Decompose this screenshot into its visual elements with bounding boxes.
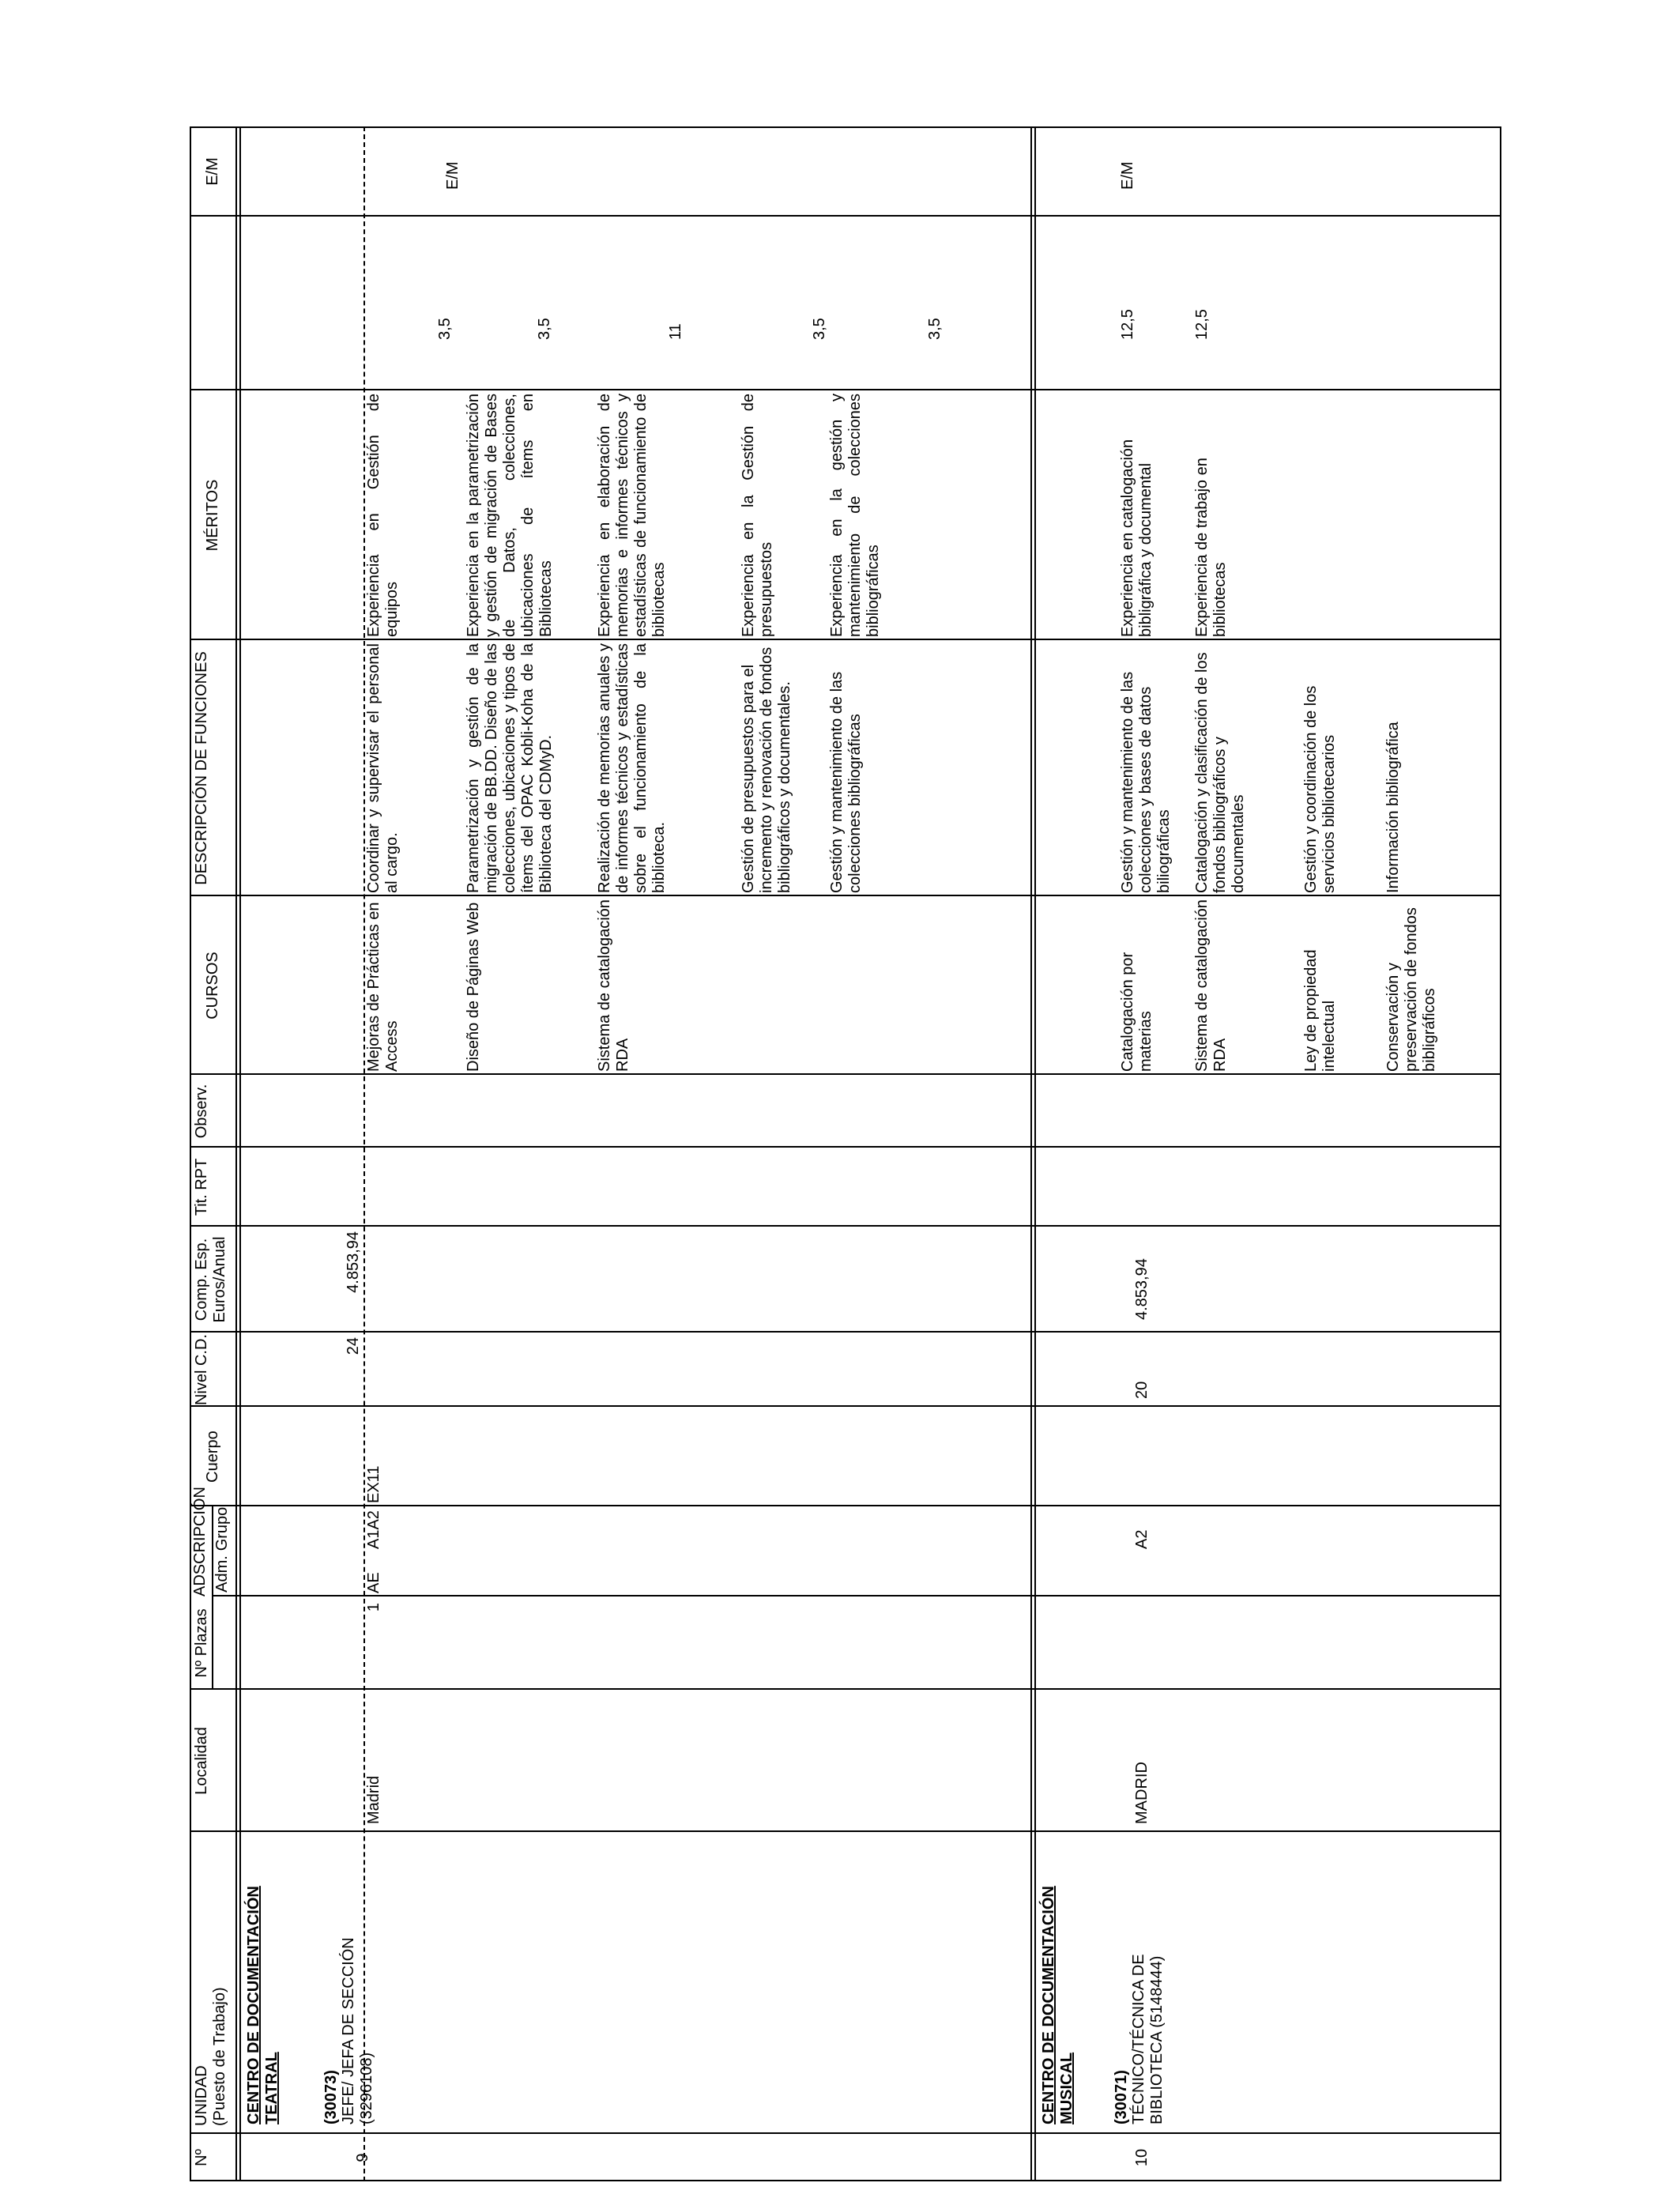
row9-cuerpo: EX11 (365, 1465, 382, 1503)
row10-funcion-3: Gestión y coordinación de los servicios bibliotecarios (1302, 685, 1338, 893)
row9-merito-3: Experiencia en elaboración de memorias e informes técnicos y estadísticas de funcionamiento de bibliotecas (596, 394, 668, 637)
row10-numero: 10 (1133, 2148, 1151, 2167)
row9-grupo: A1A2 (365, 1510, 382, 1549)
row9-numero: 9 (354, 2153, 371, 2162)
header-descripcion: DESCRIPCIÓN DE FUNCIONES (193, 651, 210, 885)
row10-merito-2: Experiencia de trabajo en bibliotecas (1193, 458, 1229, 637)
row9-merito-4: Experiencia en la Gestión de presupuestos (740, 394, 775, 637)
header-comp-esp: Comp. Esp. Euros/Anual (193, 1236, 228, 1323)
row9-puntos-5: 3,5 (926, 318, 944, 340)
row10-puntos-2: 12,5 (1193, 309, 1211, 340)
row9-puesto: JEFE/ JEFA DE SECCIÓN (3296108) (340, 1937, 375, 2124)
col-sep (190, 1688, 1501, 1690)
col-sep (190, 1830, 1501, 1832)
row9-funcion-4: Gestión de presupuestos para el incremento y renovación de fondos bibliográficos y documentales. (740, 647, 793, 893)
row10-code: (30071) (1113, 2070, 1130, 2124)
row9-comp: 4.853,94 (345, 1231, 362, 1293)
row10-unit-title: CENTRO DE DOCUMENTACIÓN MUSICAL (1040, 1886, 1075, 2124)
header-em: E/M (204, 157, 221, 186)
header-cuerpo: Cuerpo (204, 1431, 221, 1483)
row9-plazas: 1 (365, 1603, 382, 1612)
header-plazas: Nº Plazas (193, 1608, 210, 1678)
col-sep (190, 389, 1501, 390)
row10-curso-1: Catalogación por materias (1119, 952, 1155, 1072)
rotated-table (190, 126, 1501, 2181)
row10-em: E/M (1119, 161, 1136, 190)
col-sep (190, 2132, 1501, 2134)
header-adscripcion: ADSCRIPCIÓN (191, 1487, 209, 1596)
header-localidad: Localidad (193, 1727, 210, 1795)
row9-funcion-3: Realización de memorias anuales y de informes técnicos y estadísticas sobre el funcionamiento de la biblioteca. (596, 643, 668, 893)
header-nivel: Nivel C.D. (193, 1334, 210, 1406)
row9-puntos-2: 3,5 (536, 318, 553, 340)
row9-funcion-2: Parametrización y gestión de la migración de BB.DD. Diseño de las colecciones, ubicaciones y tipos de ítems del OPAC Kobli-Koha de la Biblioteca del CDMyD. (465, 643, 555, 893)
row10-curso-4: Conservación y preservación de fondos bibligráficos (1384, 907, 1438, 1072)
header-divider (235, 126, 237, 2181)
col-sep (190, 1405, 1501, 1407)
row10-funcion-4: Información bibliográfica (1384, 722, 1402, 893)
header-adm: Adm. (213, 1555, 231, 1593)
row9-em: E/M (444, 161, 461, 190)
col-sep (212, 1595, 1501, 1596)
header-meritos: MÉRITOS (204, 479, 221, 552)
row-divider (1030, 126, 1032, 2181)
row9-funcion-5: Gestión y mantenimiento de las colecciones bibliográficas (828, 671, 864, 893)
col-sep (190, 1225, 1501, 1227)
row9-puntos-4: 3,5 (811, 318, 828, 340)
row9-curso-2: Diseño de Páginas Web (465, 902, 482, 1072)
row10-merito-1: Experiencia en catalogación bibligráfica y documental (1119, 439, 1155, 637)
row10-funcion-1: Gestión y mantenimiento de las colecciones y bases de datos biliográficas (1119, 671, 1173, 893)
row9-funcion-1: Coordinar y supervisar el personal al cargo. (365, 643, 401, 893)
col-sep (190, 639, 1501, 640)
row9-puntos-1: 3,5 (436, 318, 454, 340)
header-divider-double (239, 126, 241, 2181)
row9-puntos-3: 11 (667, 323, 684, 340)
header-cursos: CURSOS (204, 952, 221, 1020)
row10-comp: 4.853,94 (1133, 1258, 1151, 1320)
row10-curso-3: Ley de propiedad intelectual (1302, 949, 1338, 1072)
col-sep (190, 895, 1501, 896)
row10-nivel: 20 (1133, 1381, 1151, 1399)
row9-localidad: Madrid (365, 1775, 382, 1824)
row10-funcion-2: Catalogación y clasificación de los fondos bibliográficos y documentales (1193, 652, 1247, 893)
col-sep (190, 215, 1501, 217)
row9-merito-1: Experiencia en Gestión de equipos (365, 394, 401, 637)
header-grupo: Grupo (213, 1506, 231, 1551)
col-sep (190, 1505, 1501, 1506)
row10-puntos-1: 12,5 (1119, 309, 1136, 340)
row10-puesto: TÉCNICO/TÉCNICA DE BIBLIOTECA (5148444) (1130, 1954, 1166, 2124)
col-sep (190, 1146, 1501, 1148)
row9-curso-1: Mejoras de Prácticas en Access (365, 902, 401, 1072)
row9-code: (30073) (322, 2070, 340, 2124)
row-divider-double (1034, 126, 1036, 2181)
col-sep (190, 1073, 1501, 1075)
row9-unit-title: CENTRO DE DOCUMENTACIÓN TEATRAL (245, 1886, 281, 2124)
row9-merito-2: Experiencia en la parametrización y gestión de migración de Bases de Datos, colecciones, ubicaciones de ítems en Bibliotecas (465, 394, 555, 637)
row9-nivel: 24 (345, 1337, 362, 1355)
row10-grupo: A2 (1133, 1529, 1151, 1549)
header-observ: Observ. (193, 1084, 210, 1139)
row9-curso-3: Sistema de catalogación RDA (596, 899, 631, 1072)
row9-merito-5: Experiencia en la gestión y mantenimiento de colecciones bibliográficas (828, 394, 882, 637)
header-unidad: UNIDAD (Puesto de Trabajo) (193, 1987, 228, 2126)
header-tit-rpt: Tit. RPT (193, 1158, 210, 1216)
row10-curso-2: Sistema de catalogación RDA (1193, 899, 1229, 1072)
row9-adm: AE (365, 1572, 382, 1593)
row10-localidad: MADRID (1133, 1762, 1151, 1824)
col-sep (190, 1331, 1501, 1333)
header-numero: Nº (193, 2149, 210, 2166)
